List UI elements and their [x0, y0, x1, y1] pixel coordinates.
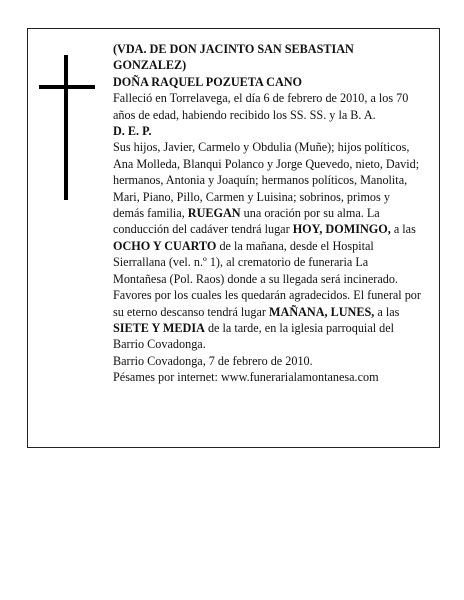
today-sunday: HOY, DOMINGO, — [292, 222, 391, 237]
cross-vertical-bar — [64, 55, 68, 200]
conduction-intro: una oración por su alma. La conducción del cadáver tendrá lugar — [113, 206, 380, 237]
funeral-time: SIETE Y MEDIA — [113, 320, 205, 335]
obituary-text — [113, 41, 421, 386]
online-condolences: Pésames por internet: www.funerarialamontanesa.com — [113, 370, 379, 385]
widow-of-line: (VDA. DE DON JACINTO SAN SEBASTIAN GONZALEZ) — [113, 42, 354, 73]
death-info: Falleció en Torrelavega, el día 6 de febrero de 2010, a los 70 años de edad, habiendo recibido los SS. SS. y la B. A. — [113, 91, 409, 122]
at-text-1: a las — [390, 222, 416, 237]
latin-cross-icon — [39, 55, 95, 200]
funeral-details: de la tarde, en la iglesia parroquial del Barrio Covadonga. — [113, 320, 395, 352]
ruegan-text: RUEGAN — [187, 206, 241, 221]
conduction-time: OCHO Y CUARTO — [113, 238, 217, 253]
conduction-details: de la mañana, desde el Hospital Sierrallana (vel. n.º 1), al crematorio de funeraria La Montañesa (Pol. Raos) donde a su llegada será incinerado. Favores por los cuales les quedarán agradecidos. El funeral por su eterno descanso tendrá lugar — [113, 238, 421, 319]
family-list: Sus hijos, Javier, Carmelo y Obdulia (Muñe); hijos políticos, Ana Molleda, Blanqui Polanco y Jorge Quevedo, nieto, David; hermanos, Antonia y Joaquín; hermanos políticos, Manolita, Mari, Piano, Pillo, Carmen y Luisina; sobrinos, primos y demás familia, — [113, 140, 420, 221]
obituary-frame — [27, 28, 440, 448]
deceased-name: DOÑA RAQUEL POZUETA CANO — [113, 74, 303, 89]
cross-horizontal-bar — [39, 85, 95, 89]
place-and-date: Barrio Covadonga, 7 de febrero de 2010. — [113, 353, 313, 368]
rest-in-peace: D. E. P. — [113, 124, 152, 139]
at-text-2: a las — [374, 304, 400, 319]
announcement-body — [113, 139, 421, 352]
tomorrow-monday: MAÑANA, LUNES, — [269, 304, 375, 319]
